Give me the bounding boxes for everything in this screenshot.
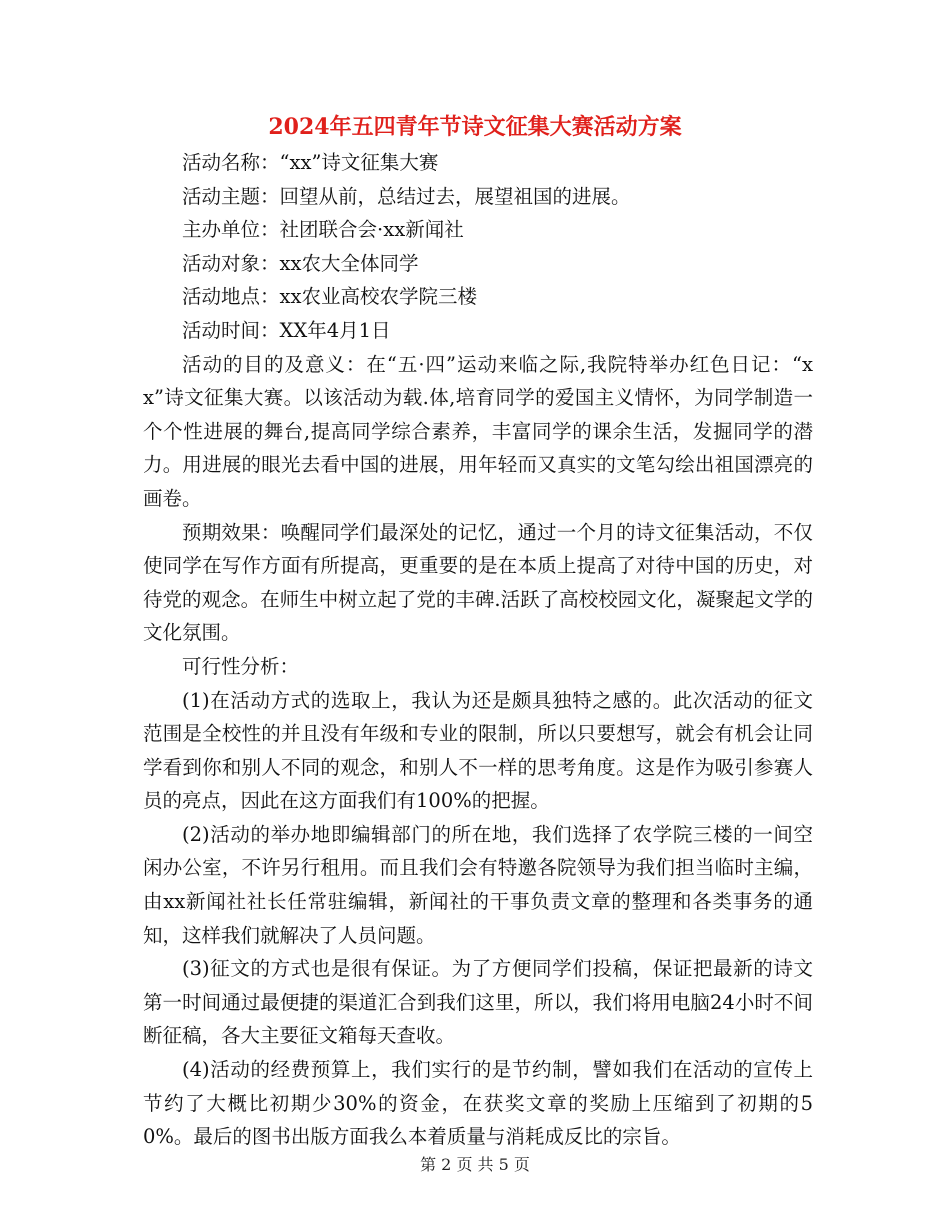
paragraph-activity-theme: 活动主题：回望从前，总结过去，展望祖国的进展。 — [182, 184, 631, 208]
page-number: 第 2 页 共 5 页 — [420, 1155, 530, 1174]
document-title: 2024年五四青年节诗文征集大赛活动方案 — [268, 114, 682, 140]
paragraph-organizer: 主办单位：社团联合会·xx新闻社 — [182, 218, 464, 242]
paragraph-feasibility-2: (2)活动的举办地即编辑部门的所在地，我们选择了农学院三楼的一间空闲办公室，不许另行租用。而且我们会有特邀各院领导为我们担当临时主编，由xx新闻社社长任常驻编辑，新闻社的干事负责文章的整理和各类事务的通知，这样我们就解决了人员问题。 — [143, 822, 813, 947]
page-footer — [0, 1153, 950, 1177]
paragraph-purpose: 活动的目的及意义：在“五·四”运动来临之际,我院特举办红色日记：“xx”诗文征集大赛。以该活动为载.体,培育同学的爱国主义情怀，为同学制造一个个性进展的舞台,提高同学综合素养，丰富同学的课余生活，发掘同学的潜力。用进展的眼光去看中国的进展，用年轻而又真实的文笔勾绘出祖国漂亮的画卷。 — [143, 352, 813, 510]
paragraph-feasibility-heading: 可行性分析： — [182, 654, 300, 678]
paragraph-target-audience: 活动对象：xx农大全体同学 — [182, 251, 419, 275]
paragraph-activity-name: 活动名称：“xx”诗文征集大赛 — [182, 151, 439, 174]
document-body — [143, 146, 813, 1154]
paragraph-feasibility-1: (1)在活动方式的选取上，我认为还是颇具独特之感的。此次活动的征文范围是全校性的并且没有年级和专业的限制，所以只要想写，就会有机会让同学看到你和别人不同的观念，和别人不一样的思考角度。这是作为吸引参赛人员的亮点，因此在这方面我们有100%的把握。 — [143, 688, 813, 813]
paragraph-feasibility-3: (3)征文的方式也是很有保证。为了方便同学们投稿，保证把最新的诗文第一时间通过最便捷的渠道汇合到我们这里，所以，我们将用电脑24小时不间断征稿，各大主要征文箱每天查收。 — [143, 957, 813, 1048]
paragraph-expected-effect: 预期效果：唤醒同学们最深处的记忆，通过一个月的诗文征集活动，不仅使同学在写作方面有所提高，更重要的是在本质上提高了对待中国的历史，对待党的观念。在师生中树立起了党的丰碑.活跃了高校校园文化，凝聚起文学的文化氛围。 — [143, 520, 813, 645]
paragraph-location: 活动地点：xx农业高校农学院三楼 — [182, 285, 477, 309]
paragraph-time: 活动时间：XX年4月1日 — [182, 318, 391, 342]
paragraph-feasibility-4: (4)活动的经费预算上，我们实行的是节约制，譬如我们在活动的宣传上节约了大概比初期少30%的资金，在获奖文章的奖励上压缩到了初期的50%。最后的图书出版方面我么本着质量与消耗成反比的宗旨。 — [143, 1058, 813, 1149]
